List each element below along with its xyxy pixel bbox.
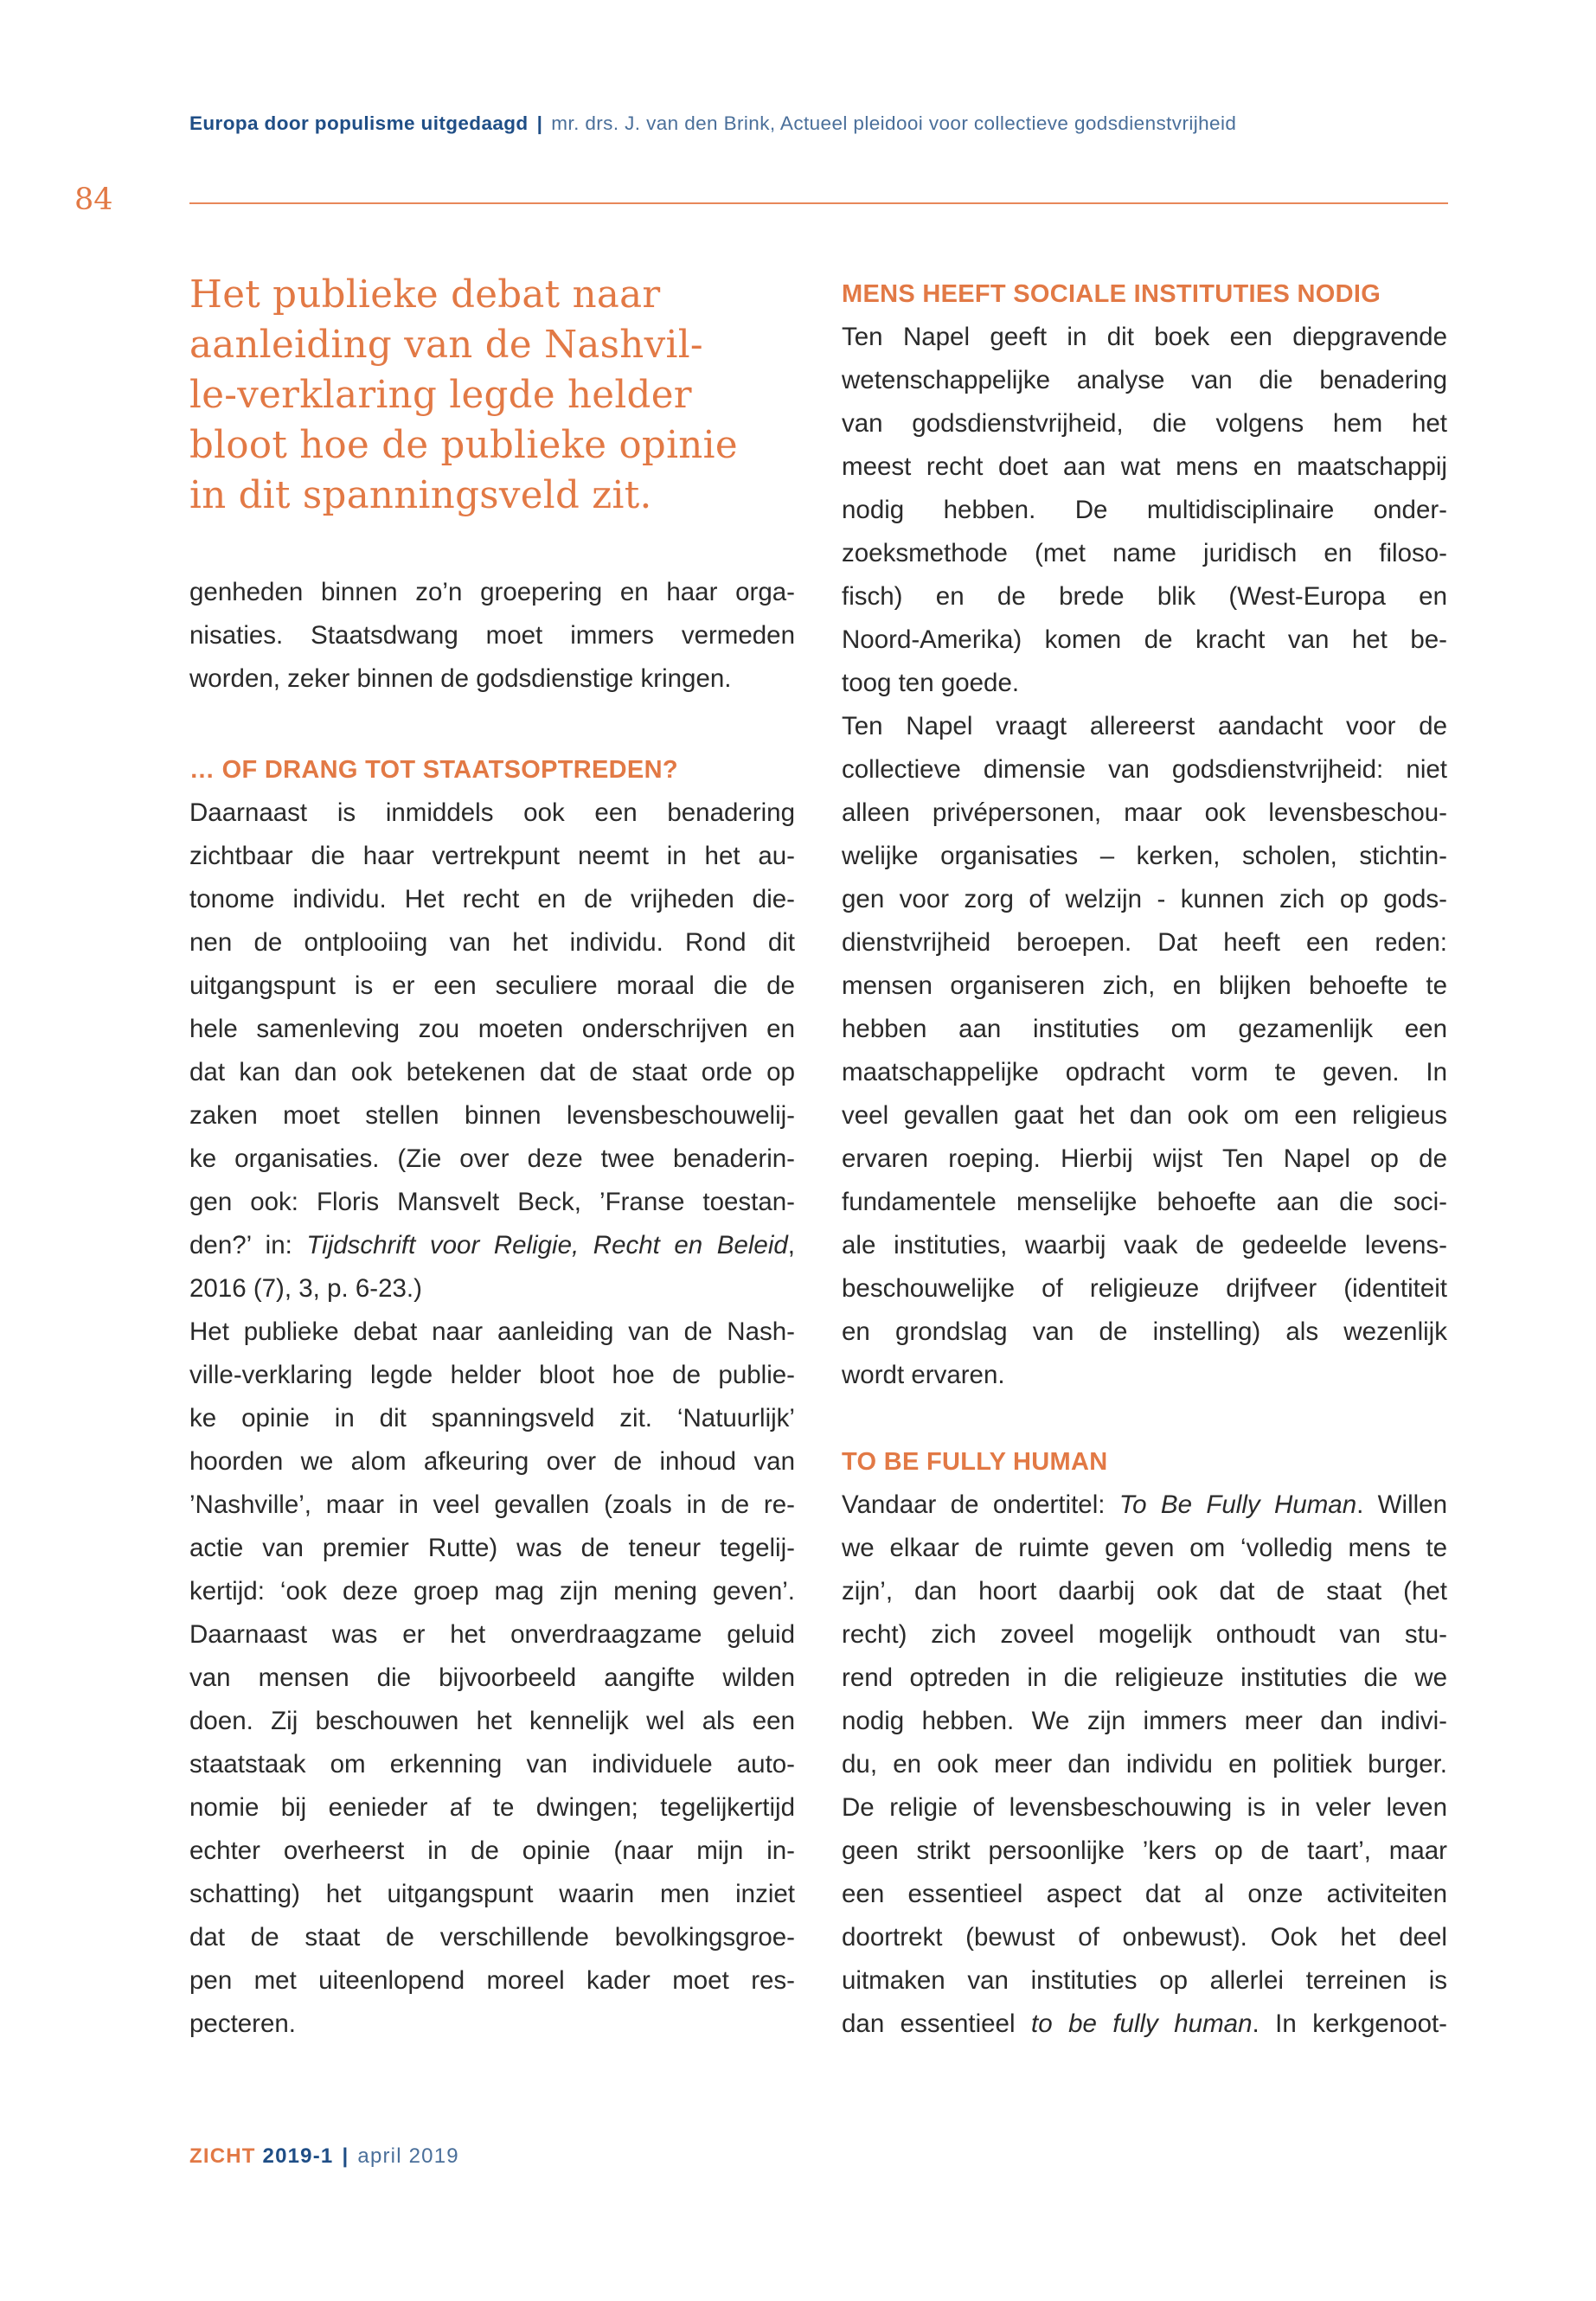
journal-title: Tijdschrift voor Religie, Recht en Beleid bbox=[306, 1231, 788, 1259]
text-line: welijke organisaties – kerken, scholen, stichtin- bbox=[842, 842, 1447, 870]
text-line: fisch) en de brede blik (West-Europa en bbox=[842, 582, 1447, 611]
text-line: veel gevallen gaat het dan ook om een religieus bbox=[842, 1101, 1447, 1130]
text-line-subtitle bbox=[842, 1484, 1447, 1527]
text-line: hebben aan instituties om gezamenlijk een bbox=[842, 1015, 1447, 1043]
text-line: Ten Napel vraagt allereerst aandacht voor de bbox=[842, 712, 1447, 740]
text-line: maatschappelijke opdracht vorm te geven. In bbox=[842, 1058, 1447, 1086]
text-line: dienstvrijheid beroepen. Dat heeft een reden: bbox=[842, 928, 1447, 957]
fully-human-prefix: dan essentieel bbox=[842, 2009, 1031, 2038]
text-line: nodig hebben. De multidisciplinaire onder- bbox=[842, 496, 1447, 524]
section-heading-staatsoptreden: … OF DRANG TOT STAATSOPTREDEN? bbox=[189, 756, 678, 784]
text-line: Ten Napel geeft in dit boek een diepgravende bbox=[842, 323, 1447, 351]
text-line: zijn’, dan hoort daarbij ook dat de staat (het bbox=[842, 1577, 1447, 1606]
text-line: ke organisaties. (Zie over deze twee benaderin- bbox=[189, 1144, 795, 1173]
text-line: echter overheerst in de opinie (naar mijn in- bbox=[189, 1836, 795, 1865]
text-line: du, en ook meer dan individu en politiek burger. bbox=[842, 1750, 1447, 1779]
magazine-name: ZICHT bbox=[189, 2144, 256, 2168]
text-line: ville-verklaring legde helder bloot hoe de publie- bbox=[189, 1361, 795, 1389]
text-line: hoorden we alom afkeuring over de inhoud van bbox=[189, 1447, 795, 1476]
page-number: 84 bbox=[74, 183, 113, 217]
section-heading-sociale-instituties: MENS HEEFT SOCIALE INSTITUTIES NODIG bbox=[842, 280, 1381, 308]
pull-quote-line: bloot hoe de publieke opinie bbox=[189, 424, 738, 467]
subtitle-italic: To Be Fully Human bbox=[1118, 1490, 1357, 1519]
text-line: ’Nashville’, maar in veel gevallen (zoals in de re- bbox=[189, 1490, 795, 1519]
text-line: uitgangspunt is er een seculiere moraal die de bbox=[189, 971, 795, 1000]
text-line: De religie of levensbeschouwing is in veler leven bbox=[842, 1793, 1447, 1822]
header-divider bbox=[189, 202, 1448, 204]
text-line: collectieve dimensie van godsdienstvrijheid: niet bbox=[842, 755, 1447, 784]
text-line: geen strikt persoonlijke ’kers op de taart’, maar bbox=[842, 1836, 1447, 1865]
text-line: schatting) het uitgangspunt waarin men inziet bbox=[189, 1880, 795, 1908]
text-line: doortrekt (bewust of onbewust). Ook het deel bbox=[842, 1923, 1447, 1952]
text-line: alleen privépersonen, maar ook levensbeschou- bbox=[842, 798, 1447, 827]
text-line-fully-human bbox=[842, 2003, 1447, 2046]
right-paragraph-3 bbox=[842, 1484, 1447, 2046]
text-line: pen met uiteenlopend moreel kader moet res- bbox=[189, 1966, 795, 1995]
text-line: 2016 (7), 3, p. 6-23.) bbox=[189, 1274, 422, 1303]
right-paragraph-1 bbox=[842, 316, 1447, 705]
subtitle-prefix: Vandaar de ondertitel: bbox=[842, 1490, 1119, 1519]
text-line: en grondslag van de instelling) als wezenlijk bbox=[842, 1317, 1447, 1346]
pull-quote bbox=[189, 270, 795, 521]
text-line: recht) zich zoveel mogelijk onthoudt van stu- bbox=[842, 1620, 1447, 1649]
text-line: worden, zeker binnen de godsdienstige kringen. bbox=[189, 664, 732, 693]
text-line: gen ook: Floris Mansvelt Beck, ’Franse toestan- bbox=[189, 1188, 795, 1216]
text-line: beschouwelijke of religieuze drijfveer (identiteit bbox=[842, 1274, 1447, 1303]
text-line: ale instituties, waarbij vaak de gedeelde levens- bbox=[842, 1231, 1447, 1259]
running-head-separator: | bbox=[536, 112, 543, 134]
text-line: nen de ontplooiing van het individu. Rond dit bbox=[189, 928, 795, 957]
text-line: tonome individu. Het recht en de vrijheden die- bbox=[189, 885, 795, 913]
pull-quote-line: le-verklaring legde helder bbox=[189, 374, 692, 417]
running-head-title: Europa door populisme uitgedaagd bbox=[189, 112, 529, 134]
text-line-citation bbox=[189, 1224, 795, 1267]
text-line: uitmaken van instituties op allerlei terreinen is bbox=[842, 1966, 1447, 1995]
text-line: van mensen die bijvoorbeeld aangifte wilden bbox=[189, 1663, 795, 1692]
text-line: actie van premier Rutte) was de teneur tegelij- bbox=[189, 1534, 795, 1562]
subtitle-suffix: . Willen bbox=[1356, 1490, 1447, 1519]
text-line: wordt ervaren. bbox=[842, 1361, 1005, 1389]
text-line: zichtbaar die haar vertrekpunt neemt in het au- bbox=[189, 842, 795, 870]
text-line: dat de staat de verschillende bevolkingsgroe- bbox=[189, 1923, 795, 1952]
text-line: Noord-Amerika) komen de kracht van het be- bbox=[842, 625, 1447, 654]
text-line: kertijd: ‘ook deze groep mag zijn mening geven’. bbox=[189, 1577, 795, 1606]
running-head bbox=[189, 112, 1452, 135]
left-paragraph-1 bbox=[189, 792, 795, 1311]
footer bbox=[189, 2144, 459, 2169]
left-paragraph-2 bbox=[189, 1311, 795, 2046]
text-line: rend optreden in die religieuze instituties die we bbox=[842, 1663, 1447, 1692]
text-line: genheden binnen zo’n groepering en haar orga- bbox=[189, 578, 795, 606]
footer-separator: | bbox=[342, 2144, 349, 2168]
text-line: mensen organiseren zich, en blijken behoefte te bbox=[842, 971, 1447, 1000]
text-line: ervaren roeping. Hierbij wijst Ten Napel op de bbox=[842, 1144, 1447, 1173]
text-line: dat kan dan ook betekenen dat de staat orde op bbox=[189, 1058, 795, 1086]
text-line: meest recht doet aan wat mens en maatschappij bbox=[842, 452, 1447, 481]
text-line: zaken moet stellen binnen levensbeschouwelij- bbox=[189, 1101, 795, 1130]
running-head-subtitle: mr. drs. J. van den Brink, Actueel pleidooi voor collectieve godsdienstvrijheid bbox=[551, 112, 1237, 134]
text-line: wetenschappelijke analyse van die benadering bbox=[842, 366, 1447, 394]
citation-suffix: , bbox=[787, 1231, 795, 1259]
text-line: staatstaak om erkenning van individuele auto- bbox=[189, 1750, 795, 1779]
text-line: Het publieke debat naar aanleiding van de Nash- bbox=[189, 1317, 795, 1346]
text-line: Daarnaast was er het onverdraagzame geluid bbox=[189, 1620, 795, 1649]
fully-human-italic: to be fully human bbox=[1031, 2009, 1253, 2038]
citation-prefix: den?’ in: bbox=[189, 1231, 307, 1259]
text-line: hele samenleving zou moeten onderschrijven en bbox=[189, 1015, 795, 1043]
text-line: nodig hebben. We zijn immers meer dan indivi- bbox=[842, 1707, 1447, 1735]
text-line: een essentieel aspect dat al onze activiteiten bbox=[842, 1880, 1447, 1908]
text-line: Daarnaast is inmiddels ook een benadering bbox=[189, 798, 795, 827]
pull-quote-line: in dit spanningsveld zit. bbox=[189, 474, 652, 517]
section-heading-fully-human: TO BE FULLY HUMAN bbox=[842, 1448, 1108, 1476]
text-line: toog ten goede. bbox=[842, 669, 1020, 697]
text-line: van godsdienstvrijheid, die volgens hem het bbox=[842, 409, 1447, 438]
pull-quote-line: Het publieke debat naar bbox=[189, 273, 661, 317]
text-line: doen. Zij beschouwen het kennelijk wel als een bbox=[189, 1707, 795, 1735]
text-line: we elkaar de ruimte geven om ‘volledig mens te bbox=[842, 1534, 1447, 1562]
text-line: ke opinie in dit spanningsveld zit. ‘Natuurlijk’ bbox=[189, 1404, 795, 1433]
text-line: nomie bij eenieder af te dwingen; tegelijkertijd bbox=[189, 1793, 795, 1822]
issue-date: april 2019 bbox=[357, 2144, 459, 2168]
text-line: nisaties. Staatsdwang moet immers vermeden bbox=[189, 621, 795, 650]
text-line: gen voor zorg of welzijn - kunnen zich op gods- bbox=[842, 885, 1447, 913]
right-paragraph-2 bbox=[842, 705, 1447, 1397]
text-line: pecteren. bbox=[189, 2009, 296, 2038]
pull-quote-line: aanleiding van de Nashvil- bbox=[189, 324, 703, 367]
left-intro-paragraph bbox=[189, 571, 795, 701]
issue-number: 2019-1 bbox=[262, 2144, 334, 2168]
text-line: zoeksmethode (met name juridisch en filoso- bbox=[842, 539, 1447, 567]
fully-human-suffix: . In kerkgenoot- bbox=[1252, 2009, 1447, 2038]
text-line: fundamentele menselijke behoefte aan die soci- bbox=[842, 1188, 1447, 1216]
